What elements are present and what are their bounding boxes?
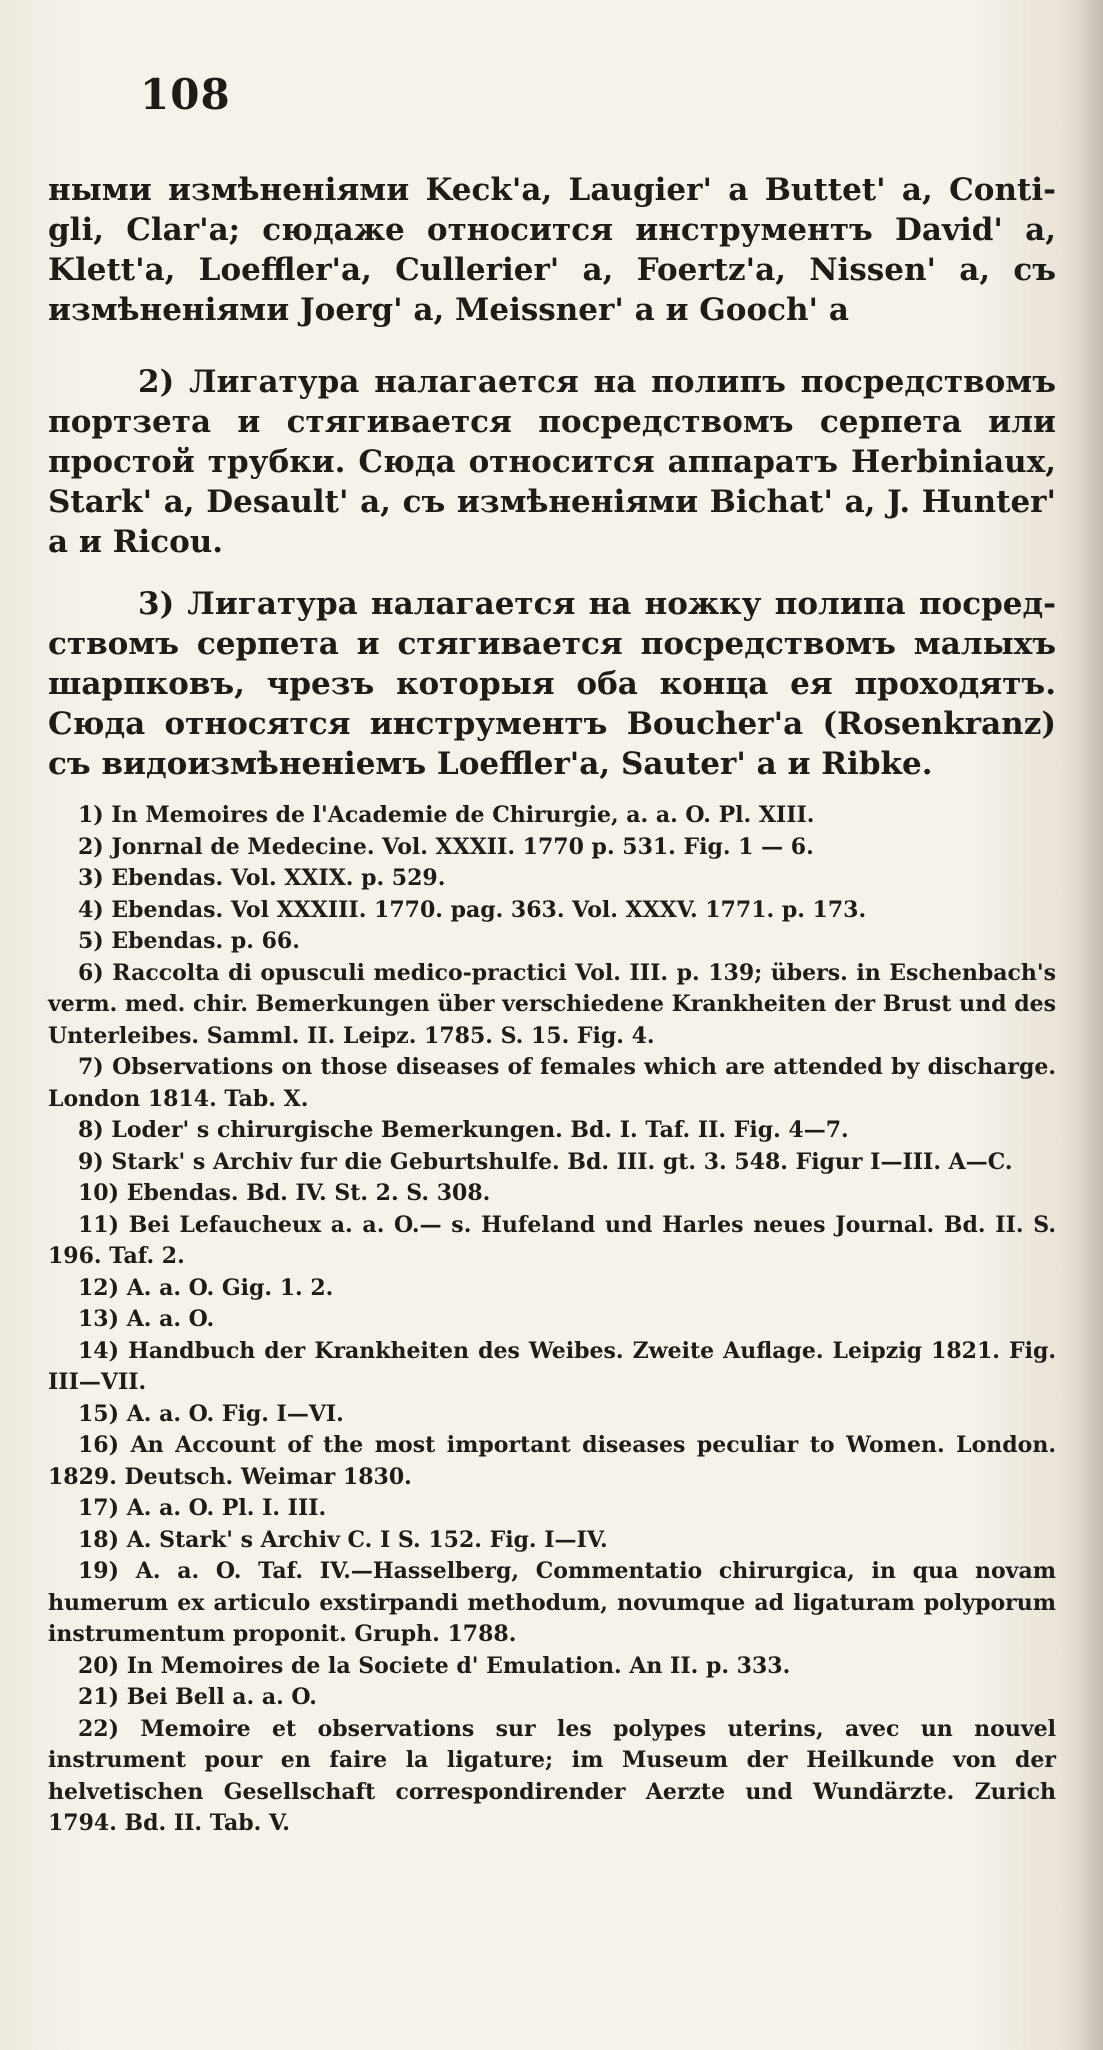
footnote-number: 2) (78, 833, 104, 860)
footnote-number: 19) (78, 1558, 120, 1584)
footnote-text: A. a. O. Gig. 1. 2. (126, 1274, 334, 1301)
footnote-text: Observations on those diseases of females which are attended by discharge. London 1814. Tab. X. (48, 1054, 1056, 1112)
footnote (48, 1115, 1056, 1147)
footnote-number: 4) (78, 896, 104, 923)
footnote-number: 11) (78, 1211, 120, 1238)
footnote-text: Loder' s chirurgische Bemerkungen. Bd. I. Taf. II. Fig. 4—7. (111, 1117, 849, 1143)
footnote-number: 17) (78, 1495, 120, 1521)
footnote (48, 1493, 1056, 1525)
footnote-number: 20) (78, 1652, 120, 1679)
paragraph-2: 2) Лигатура налагается на полипъ посредствомъ портзета и стягивается посредствомъ серпета или простой трубки. Сюда относится аппаратъ Herbiniaux, Stark' а, Desault' а, съ измѣненіями Bichat' а, J. Hunter' а и Ricou. (48, 364, 1056, 560)
footnote-number: 7) (78, 1054, 104, 1080)
footnote-text: In Memoires de l'Academie de Chirurgie, a. a. O. Pl. XIII. (111, 802, 815, 828)
footnote (48, 1682, 1056, 1714)
footnote (48, 1178, 1056, 1210)
footnote (48, 800, 1056, 832)
paragraph-3: 3) Лигатура налагается на ножку полипа посредствомъ серпета и стягивается посредствомъ малыхъ шарпковъ, чрезъ которыя оба конца ея проходятъ. Сюда относятся инструментъ Boucher'а (Rosenkranz) съ видоизмѣненіемъ Loeffler'а, Sauter' а и Ribke. (48, 586, 1056, 782)
footnote (48, 863, 1056, 895)
footnote-text: A. a. O. Taf. IV.—Hasselberg, Commentatio chirurgica, in qua novam humerum ex articulo exstirpandi methodum, novumque ad ligaturam polyporum instrumentum proponit. Gruph. 1788. (48, 1558, 1056, 1647)
footnote (48, 832, 1056, 864)
footnote (48, 1304, 1056, 1336)
footnote-number: 13) (78, 1306, 120, 1332)
footnote (48, 1147, 1056, 1179)
footnote-number: 8) (78, 1117, 104, 1143)
footnote (48, 1714, 1056, 1840)
footnote-number: 5) (78, 928, 104, 954)
footnote-text: Ebendas. Vol. XXIX. p. 529. (111, 865, 446, 891)
footnote-text: Raccolta di opusculi medico-practici Vol. III. p. 139; übers. in Eschenbach's verm. med. chir. Bemerkungen über verschiedene Krankheiten der Brust und des Unterleibes. Samml. II. Leipz. 1785. S. 15. Fig. 4. (48, 959, 1056, 1049)
page-gutter-shadow (1075, 0, 1103, 2050)
footnote (48, 1651, 1056, 1683)
footnotes (48, 800, 1056, 1840)
footnote-number: 1) (78, 802, 104, 828)
footnote-number: 12) (78, 1274, 120, 1301)
footnote-number: 21) (78, 1684, 120, 1710)
footnote-number: 16) (78, 1432, 120, 1458)
footnote (48, 1430, 1056, 1493)
footnote-text: Bei Bell a. a. O. (126, 1684, 317, 1710)
footnote-number: 10) (78, 1180, 120, 1206)
footnote-number: 18) (78, 1526, 120, 1553)
footnote-text: An Account of the most important diseases peculiar to Women. London. 1829. Deutsch. Weimar 1830. (48, 1432, 1056, 1490)
footnote-text: A. a. O. (126, 1306, 215, 1332)
footnote-text: A. Stark' s Archiv C. I S. 152. Fig. I—IV. (126, 1526, 608, 1553)
footnote-number: 6) (78, 959, 104, 986)
footnote (48, 1210, 1056, 1273)
footnote-text: Handbuch der Krankheiten des Weibes. Zweite Auflage. Leipzig 1821. Fig. III—VII. (48, 1337, 1056, 1395)
footnote-text: Ebendas. Vol XXXIII. 1770. pag. 363. Vol. XXXV. 1771. p. 173. (111, 896, 867, 923)
footnote-number: 15) (78, 1400, 120, 1427)
footnote-text: Jonrnal de Medecine. Vol. XXXII. 1770 p. 531. Fig. 1 — 6. (111, 833, 814, 860)
footnote-text: Ebendas. p. 66. (111, 928, 300, 954)
footnote-text: Bei Lefaucheux a. a. O.— s. Hufeland und Harles neues Journal. Bd. II. S. 196. Taf. 2. (48, 1211, 1056, 1269)
footnote (48, 1336, 1056, 1399)
footnote-number: 14) (78, 1337, 120, 1364)
footnote-text: A. a. O. Pl. I. III. (126, 1495, 327, 1521)
footnote-text: Stark' s Archiv fur die Geburtshulfe. Bd. III. gt. 3. 548. Figur I—III. A—C. (111, 1148, 1013, 1175)
paragraph-1: ными измѣненіями Keck'а, Laugier' а Buttet' а, Contigli, Clar'а; сюдаже относится инструментъ David' а, Klett'а, Loeffler'а, Cullerier' а, Foertz'а, Nissen' а, съ измѣненіями Joerg' а, Meissner' а и Gooch' а (48, 172, 1056, 328)
footnote (48, 926, 1056, 958)
footnote (48, 958, 1056, 1053)
footnote-text: Ebendas. Bd. IV. St. 2. S. 308. (126, 1180, 491, 1206)
footnote (48, 1399, 1056, 1431)
footnote-number: 9) (78, 1148, 104, 1175)
footnote-text: A. a. O. Fig. I—VI. (126, 1400, 344, 1427)
page-number: 108 (140, 70, 231, 119)
footnote-number: 22) (78, 1715, 120, 1742)
footnote (48, 1052, 1056, 1115)
footnote (48, 1556, 1056, 1651)
footnote (48, 895, 1056, 927)
footnote-text: In Memoires de la Societe d' Emulation. An II. p. 333. (126, 1652, 791, 1679)
footnote-text: Memoire et observations sur les polypes uterins, avec un nouvel instrument pour en faire la ligature; im Museum der Heilkunde von der helvetischen Gesellschaft correspondirender Aerzte und Wundärzte. Zurich 1794. Bd. II. Tab. V. (48, 1715, 1056, 1836)
footnote (48, 1525, 1056, 1557)
footnote-number: 3) (78, 865, 104, 891)
footnote (48, 1273, 1056, 1305)
